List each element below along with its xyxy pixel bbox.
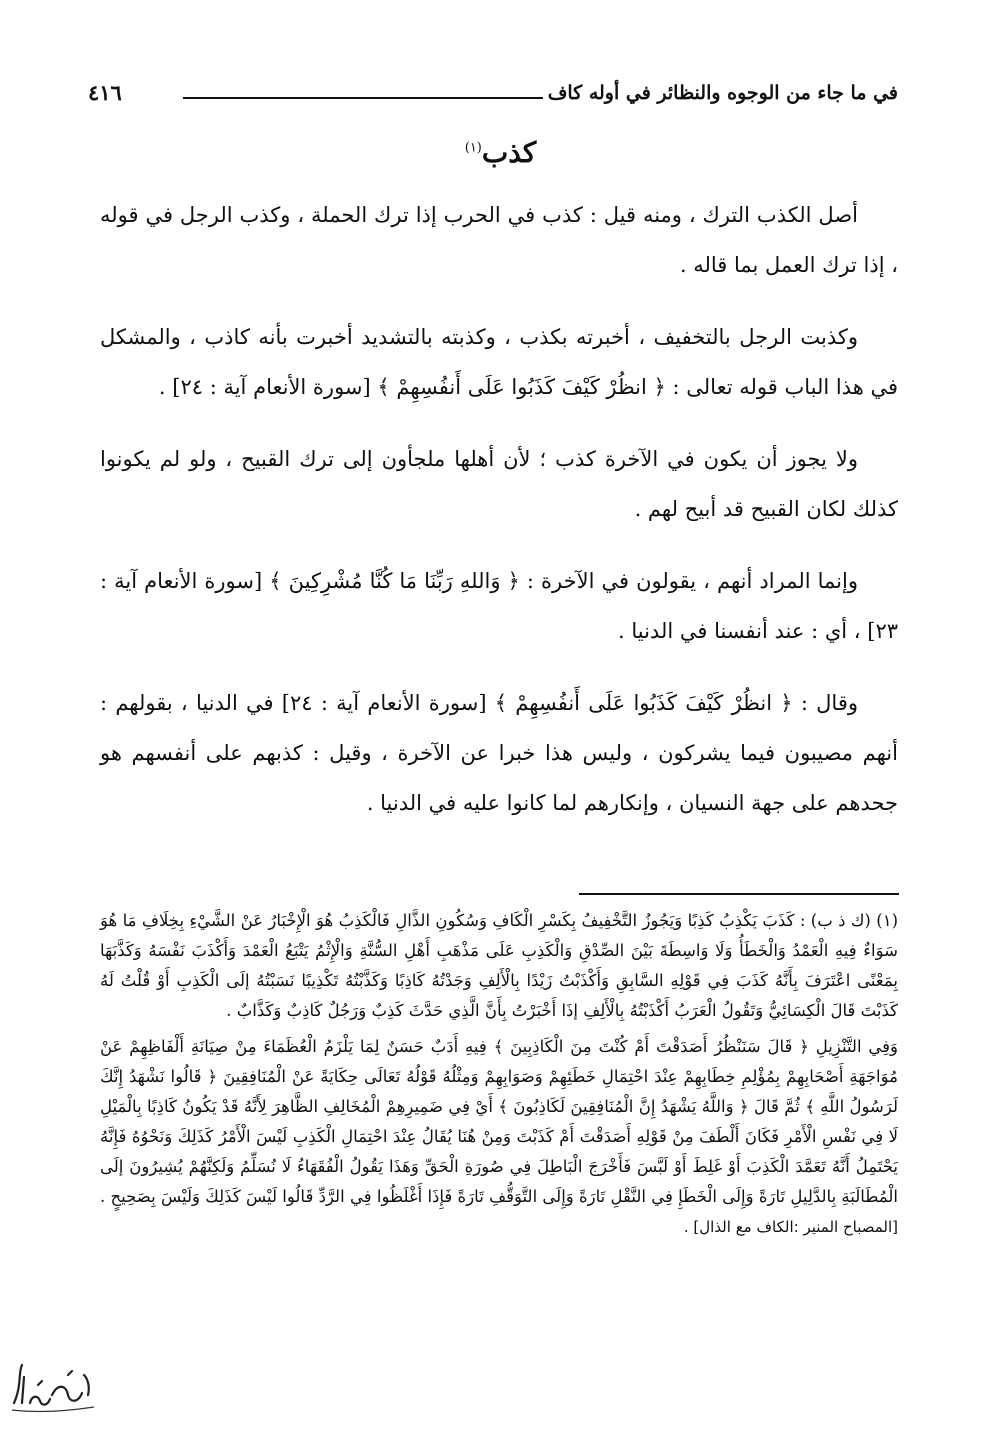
paragraph: وكذبت الرجل بالتخفيف ، أخبرته بكذب ، وكذبته بالتشديد أخبرت بأنه كاذب ، والمشكل في هذا الباب قوله تعالى : ﴿ انظُرْ كَيْفَ كَذَبُوا عَلَى أَنفُسِهِمْ ﴾ [سورة الأنعام آية : ٢٤] . [100,325,898,399]
entry-heading [0,136,1001,169]
footnote-1-continued [100,1032,898,1242]
footnote-source: [المصباح المنير :الكاف مع الذال] . [683,1218,898,1236]
header-rule [183,97,543,99]
footnote-1: (١) (ك ذ ب) : كَذَبَ يَكْذِبُ كَذِبًا وَيَجُوزُ التَّخْفِيفُ بِكَسْرِ الْكَافِ وَسُكُونِ الذَّالِ فَالْكَذِبُ هُوَ الْإِخْبَارُ عَنْ الشَّيْءِ بِخِلَافِ مَا هُوَ سَوَاءٌ فِيهِ الْعَمْدُ وَالْخَطَأُ وَلَا وَاسِطَةَ بَيْنَ الصِّدْقِ وَالْكَذِبِ عَلَى مَذْهَبِ أَهْلِ السُّنَّةِ وَالْإِثْمُ يَتْبَعُ الْعَمْدَ وَأَكْذَبَ نَفْسَهُ وَكَذَّبَهَا بِمَعْنًى اعْتَرَفَ بِأَنَّهُ كَذَبَ فِي قَوْلِهِ السَّابِقِ وَأَكْذَبْتُ زَيْدًا بِالْأَلِفِ وَجَدْتُهُ كَاذِبًا وَكَذَّبْتُهُ تَكْذِيبًا نَسَبْتُهُ إلَى الْكَذِبِ أَوْ قُلْتُ لَهُ كَذَبْتَ قَالَ الْكِسَائِيُّ وَتَقُولُ الْعَرَبُ أَكْذَبْتُهُ بِالْأَلِفِ إذَا أَخْبَرْتُ بِأَنَّ الَّذِي حَدَّثَ كَذِبٌ وَرَجُلٌ كَاذِبٌ وَكَذَّابٌ . [100,911,898,1020]
running-header-title: في ما جاء من الوجوه والنظائر في أوله كاف [547,82,898,104]
paragraph: ولا يجوز أن يكون في الآخرة كذب ؛ لأن أهلها ملجأون إلى ترك القبيح ، ولو لم يكونوا كذلك لكان القبيح قد أبيح لهم . [100,447,898,521]
calligraphy-stamp [8,1355,98,1415]
page-number: ٤١٦ [88,80,122,105]
footnote-marker: (١) [464,140,482,156]
paragraph: أصل الكذب الترك ، ومنه قيل : كذب في الحرب إذا ترك الحملة ، وكذب الرجل في قوله ، إذا ترك العمل بما قاله . [100,203,898,277]
entry-heading-text: كذب [481,136,537,169]
main-text [100,190,898,850]
paragraph: وقال : ﴿ انظُرْ كَيْفَ كَذَبُوا عَلَى أَنفُسِهِمْ ﴾ [سورة الأنعام آية : ٢٤] في الدنيا ، بقولهم : أنهم مصيبون فيما يشركون ، وليس هذا خبرا عن الآخرة ، وقيل : كذبهم على أنفسهم هو جحدهم على جهة النسيان ، وإنكارهم لما كانوا عليه في الدنيا . [100,691,898,815]
footnote-separator [579,893,899,895]
stamp-underline [12,1407,94,1411]
stamp-stroke [14,1365,89,1405]
footnote-1-continued-text: وَفِي التَّنْزِيلِ ﴿ قَالَ سَنَنْظُرُ أَصَدَقْتَ أَمْ كُنْتَ مِنَ الْكَاذِبِينَ ﴾ فِيهِ أَدَبٌ حَسَنٌ لِمَا يَلْزَمُ الْعُظَمَاءَ مِنْ صِيَانَةِ أَلْفَاظِهِمْ عَنْ مُوَاجَهَةِ أَصْحَابِهِمْ بِمُؤْلِمِ خِطَابِهِمْ عِنْدَ احْتِمَالِ خَطَئِهِمْ وَصَوَابِهِمْ وَمِثْلُهُ قَوْلُهُ تَعَالَى حِكَايَةً عَنْ الْمُنَافِقِينَ ﴿ قَالُوا نَشْهَدُ إِنَّكَ لَرَسُولُ اللَّهِ ﴾ ثُمَّ قَالَ ﴿ وَاللَّهُ يَشْهَدُ إِنَّ الْمُنَافِقِينَ لَكَاذِبُونَ ﴾ أَيْ فِي ضَمِيرِهِمْ الْمُخَالِفِ الظَّاهِرَ لِأَنَّهُ قَدْ يَكُونُ كَاذِبًا بِالْمَيْلِ لَا فِي نَفْسِ الْأَمْرِ فَكَانَ أَلْطَفَ مِنْ قَوْلِهِ أَصَدَقْتَ أَمْ كَذَبْتَ وَمِنْ هُنَا يُقَالُ عِنْدَ احْتِمَالِ الْكَذِبِ لَيْسَ الْأَمْرُ كَذَلِكَ وَنَحْوُهُ فَإِنَّهُ يَحْتَمِلُ أَنَّهُ تَعَمَّدَ الْكَذِبَ أَوْ غَلِطَ أَوْ لَبَّسَ فَأَخْرَجَ الْبَاطِلَ فِي صُورَةِ الْحَقِّ وَهَذَا يَقُولُ الْفُقَهَاءُ لَا نُسَلِّمُ وَلَكِنَّهُمْ يُشِيرُونَ إلَى الْمُطَالَبَةِ بِالدَّلِيلِ تَارَةً وَإِلَى الْخَطَإِ فِي النَّقْلِ تَارَةً وَإِلَى التَّوَقُّفِ تَارَةً فَإِذَا أَغْلَظُوا فِي الرَّدِّ قَالُوا لَيْسَ كَذَلِكَ وَلَيْسَ بِصَحِيحٍ . [100,1037,898,1206]
footnotes [100,906,898,1248]
running-header [88,80,898,114]
paragraph: وإنما المراد أنهم ، يقولون في الآخرة : ﴿ وَاللهِ رَبِّنَا مَا كُنَّا مُشْرِكِينَ ﴾ [سورة الأنعام آية : ٢٣] ، أي : عند أنفسنا في الدنيا . [100,569,898,643]
